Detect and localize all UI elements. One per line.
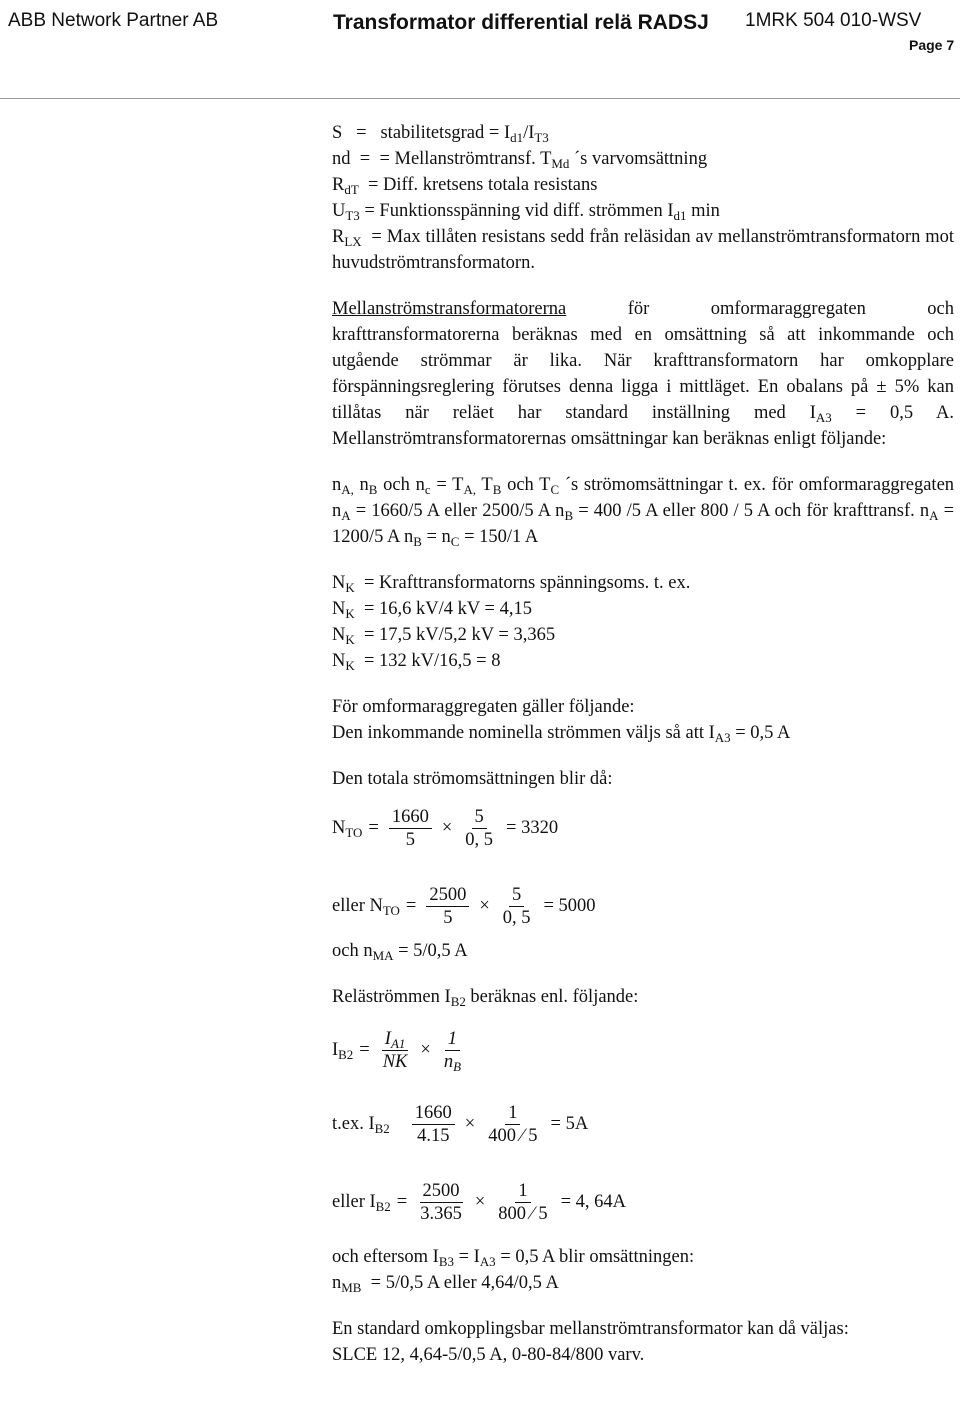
nk-example-3: $N_K = 132$ kV/16,5 = 8 bbox=[332, 651, 501, 673]
formula-ib2: $I_{B2}$ = $\frac{I_{A1}}{NK}$ × $\frac{1}{n_B}$ bbox=[332, 1028, 461, 1074]
total-ratio-heading: Den totala strömomsättningen blir då: bbox=[332, 769, 613, 789]
converter-current: Den inkommande nominella strömmen väljs så att $I_{A3} = 0,5$ A bbox=[332, 723, 791, 745]
document-title: Transformator differential relä RADSJ bbox=[333, 11, 709, 34]
nma-value: och $n_{MA} = 5/0,5$ A bbox=[332, 941, 468, 963]
relay-current-heading: Reläströmmen $I_{B2}$ beräknas enl. följande: bbox=[332, 987, 639, 1009]
paragraph-ratios: Mellanströmstransformatorerna för omformaraggregaten och krafttransformatorerna beräknas med en omsättning så att inkommande och utgående strömmar är lika. När krafttransformatorn har omkopplare förspänningsreglering förutses denna ligga i mittläget. En obalans på ± 5% kan tillåtas när reläet har standard inställning med $I_{A3} = 0,5$ A. Mellanströmtransformatorernas omsättningar kan beräknas enligt följande: bbox=[332, 299, 954, 449]
converter-heading: För omformaraggregaten gäller följande: bbox=[332, 697, 635, 717]
def-ut3: $U_{T3}$ = Funktionsspänning vid diff. strömmen $I_{d1}$ min bbox=[332, 201, 720, 223]
final-line-3: En standard omkopplingsbar mellanströmtransformator kan då väljas: bbox=[332, 1319, 849, 1339]
final-line-2: $n_{MB} = 5/0,5$ A eller 4,64/0,5 A bbox=[332, 1273, 559, 1295]
formula-nto-2: eller $N_{TO}$ = $\frac{2500}{5}$ × $\frac{5}{0, 5}$ = 5000 bbox=[332, 884, 596, 928]
page-number: Page 7 bbox=[909, 37, 955, 53]
company-name: ABB Network Partner AB bbox=[8, 10, 219, 31]
def-rlx: $R_{LX}$ = Max tillåten resistans sedd från reläsidan av mellanströmtransformatorn mot huvudströmtransformatorn. bbox=[332, 227, 954, 273]
def-s: S = stabilitetsgrad = $I_{d1}/I_{T3}$ bbox=[332, 123, 549, 145]
page-header bbox=[0, 0, 960, 100]
formula-nto-1: $N_{TO}$ = $\frac{1660}{5}$ × $\frac{5}{0, 5}$ = 3320 bbox=[332, 806, 559, 850]
nk-definition: $N_K$ = Krafttransformatorns spänningsoms. t. ex. bbox=[332, 573, 691, 595]
formula-ib2-example-2: eller $I_{B2}$ = $\frac{2500}{3.365}$ × $\frac{1}{800 ⁄ 5}$ = 4, 64A bbox=[332, 1180, 627, 1224]
final-line-4: SLCE 12, 4,64-5/0,5 A, 0-80-84/800 varv. bbox=[332, 1345, 645, 1365]
def-nd: nd = = Mellanströmtransf. $T_{Md}$ ´s varvomsättning bbox=[332, 149, 708, 171]
document-body bbox=[332, 120, 954, 1368]
nk-example-2: $N_K = 17,5$ kV/5,2 kV = 3,365 bbox=[332, 625, 556, 647]
final-line-1: och eftersom $I_{B3} = I_{A3} = 0,5$ A blir omsättningen: bbox=[332, 1247, 695, 1269]
paragraph-ratio-values: $n_{A,}$ $n_B$ och $n_c = T_{A,}$ $T_B$ och $T_C$ ´s strömomsättningar t. ex. för omformaraggregaten $n_A = 1660/5$ A eller 2500/5 A $n_B = 400$ /5 A eller 800 / 5 A och för krafttransf. $n_A = 1200/5$ A $n_B = n_C = 150/1$ A bbox=[332, 475, 955, 549]
formula-ib2-example-1: t.ex. $I_{B2}$ $\frac{1660}{4.15}$ × $\frac{1}{400 ⁄ 5}$ = 5A bbox=[332, 1102, 589, 1146]
nk-example-1: $N_K = 16,6$ kV/4 kV = 4,15 bbox=[332, 599, 532, 621]
header-divider bbox=[0, 98, 960, 99]
document-number: 1MRK 504 010-WSV bbox=[745, 10, 922, 31]
def-rdt: $R_{dT}$ = Diff. kretsens totala resistans bbox=[332, 175, 598, 197]
